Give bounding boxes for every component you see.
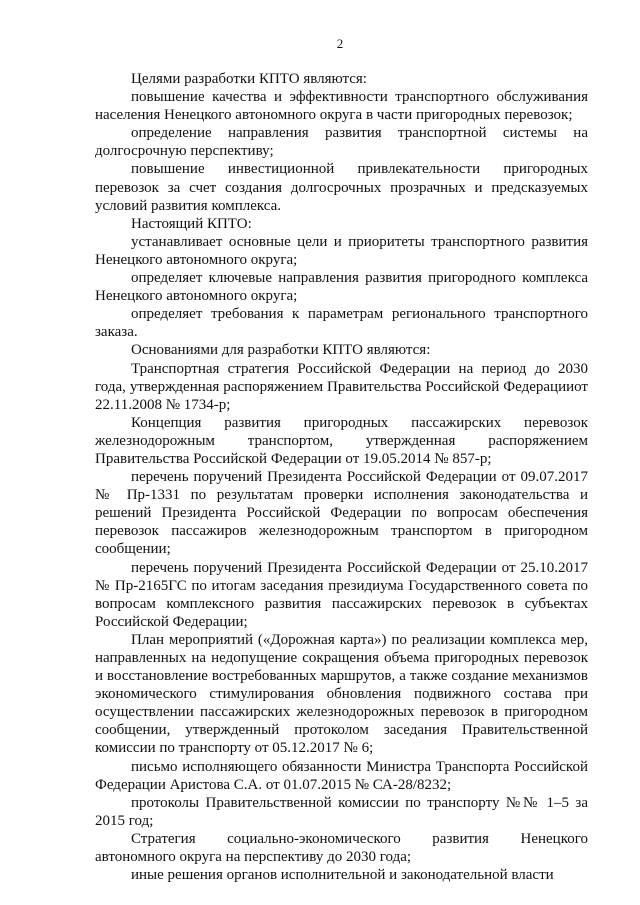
paragraph: перечень поручений Президента Российской Федерации от 09.07.2017 № Пр-1331 по результатам проверки исполнения законодательства и решений Президента Российской Федерации по вопросам обеспечения перевозок пассажиров железнодорожным транспортом в пригородном сообщении; xyxy=(95,469,588,558)
paragraph: определение направления развития транспортной системы на долгосрочную перспективу; xyxy=(95,125,588,160)
paragraph: письмо исполняющего обязанности Министра Транспорта Российской Федерации Аристова С.А. от 01.07.2015 № СА-28/8232; xyxy=(95,758,588,793)
paragraph: Целями разработки КПТО являются: xyxy=(131,71,367,87)
paragraph: определяет ключевые направления развития пригородного комплекса Ненецкого автономного округа; xyxy=(95,270,588,305)
paragraph: Настоящий КПТО: xyxy=(131,215,252,232)
paragraph: определяет требования к параметрам регионального транспортного заказа. xyxy=(95,306,588,341)
paragraph: устанавливает основные цели и приоритеты транспортного развития Ненецкого автономного округа; xyxy=(95,233,588,268)
paragraph: Основаниями для разработки КПТО являются: xyxy=(131,342,431,359)
document-body xyxy=(95,70,588,884)
paragraph: протоколы Правительственной комиссии по транспорту №№ 1–5 за 2015 год; xyxy=(95,794,588,829)
paragraph: Стратегия социально-экономического развития Ненецкого автономного округа на перспективу до 2030 года; xyxy=(95,830,588,866)
paragraph: повышение инвестиционной привлекательности пригородных перевозок за счет создания долгосрочных прозрачных и предсказуемых условий развития комплекса. xyxy=(95,161,588,214)
paragraph: перечень поручений Президента Российской Федерации от 25.10.2017 № Пр-2165ГС по итогам заседания президиума Государственного совета по вопросам комплексного развития пассажирских перевозок в субъектах Российской Федерации; xyxy=(95,559,588,630)
paragraph: Транспортная стратегия Российской Федерации на период до 2030 года, утвержденная распоряжением Правительства Российской Федерацииот 22.11.2008 № 1734-р; xyxy=(95,360,588,413)
paragraph: иные решения органов исполнительной и законодательной власти xyxy=(131,867,554,884)
paragraph: Концепция развития пригородных пассажирских перевозок железнодорожным транспортом, утвержденная распоряжением Правительства Российской Федерации от 19.05.2014 № 857-р; xyxy=(95,414,588,467)
paragraph: План мероприятий («Дорожная карта») по реализации комплекса мер, направленных на недопущение сокращения объема пригородных перевозок и восстановление востребованных маршрутов, а также создание механизмов экономического стимулирования обновления подвижного состава при осуществлении пассажирских железнодорожных перевозок в пригородном сообщении, утвержденный протоколом заседания Правительственной комиссии по транспорту от 05.12.2017 № 6; xyxy=(95,631,588,757)
paragraph: повышение качества и эффективности транспортного обслуживания населения Ненецкого автономного округа в части пригородных перевозок; xyxy=(95,89,588,124)
page-number: 2 xyxy=(336,36,344,51)
